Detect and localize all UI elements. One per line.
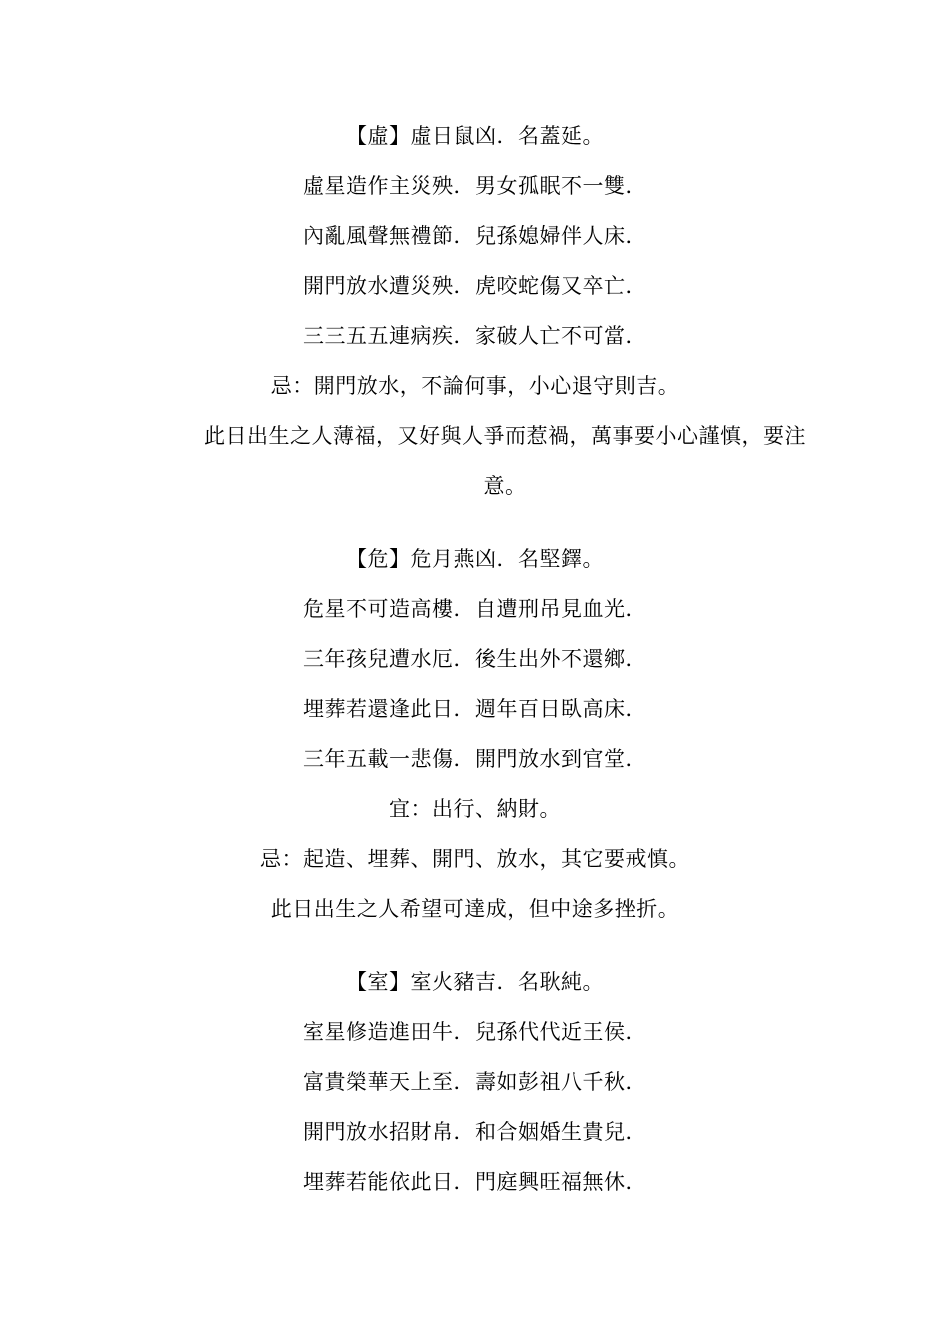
section-heading-shi: 【室】室火豬吉．名耿純。 <box>346 970 604 994</box>
verse-line: 開門放水招財帛．和合姻婚生貴兒． <box>303 1120 647 1144</box>
birth-note: 此日出生之人薄福，又好與人爭而惹禍，萬事要小心謹慎，要注意。 <box>204 424 806 498</box>
verse-line: 三年五載一悲傷．開門放水到官堂． <box>303 747 647 771</box>
suitable-note: 宜：出行、納財。 <box>389 797 561 821</box>
section-heading-wei: 【危】危月燕凶．名堅鐸。 <box>346 547 604 571</box>
verse-line: 三三五五連病疾．家破人亡不可當． <box>303 324 647 348</box>
verse-line: 埋葬若能依此日．門庭興旺福無休． <box>303 1170 647 1194</box>
verse-line: 虛星造作主災殃．男女孤眠不一雙． <box>303 174 647 198</box>
verse-line: 富貴榮華天上至．壽如彭祖八千秋． <box>303 1070 647 1094</box>
birth-note: 此日出生之人希望可達成，但中途多挫折。 <box>270 897 680 921</box>
avoid-note: 忌：開門放水，不論何事，小心退守則吉。 <box>270 374 680 398</box>
verse-line: 開門放水遭災殃．虎咬蛇傷又卒亡． <box>303 274 647 298</box>
verse-line: 危星不可造高樓．自遭刑吊見血光． <box>303 597 647 621</box>
verse-line: 三年孩兒遭水厄．後生出外不還鄉． <box>303 647 647 671</box>
verse-line: 內亂風聲無禮節．兒孫媳婦伴人床． <box>303 224 647 248</box>
verse-line: 室星修造進田牛．兒孫代代近王侯． <box>303 1020 647 1044</box>
verse-line: 埋葬若還逢此日．週年百日臥高床． <box>303 697 647 721</box>
avoid-note: 忌：起造、埋葬、開門、放水，其它要戒慎。 <box>260 847 690 871</box>
section-heading-xu: 【虛】虛日鼠凶．名蓋延。 <box>346 124 604 148</box>
